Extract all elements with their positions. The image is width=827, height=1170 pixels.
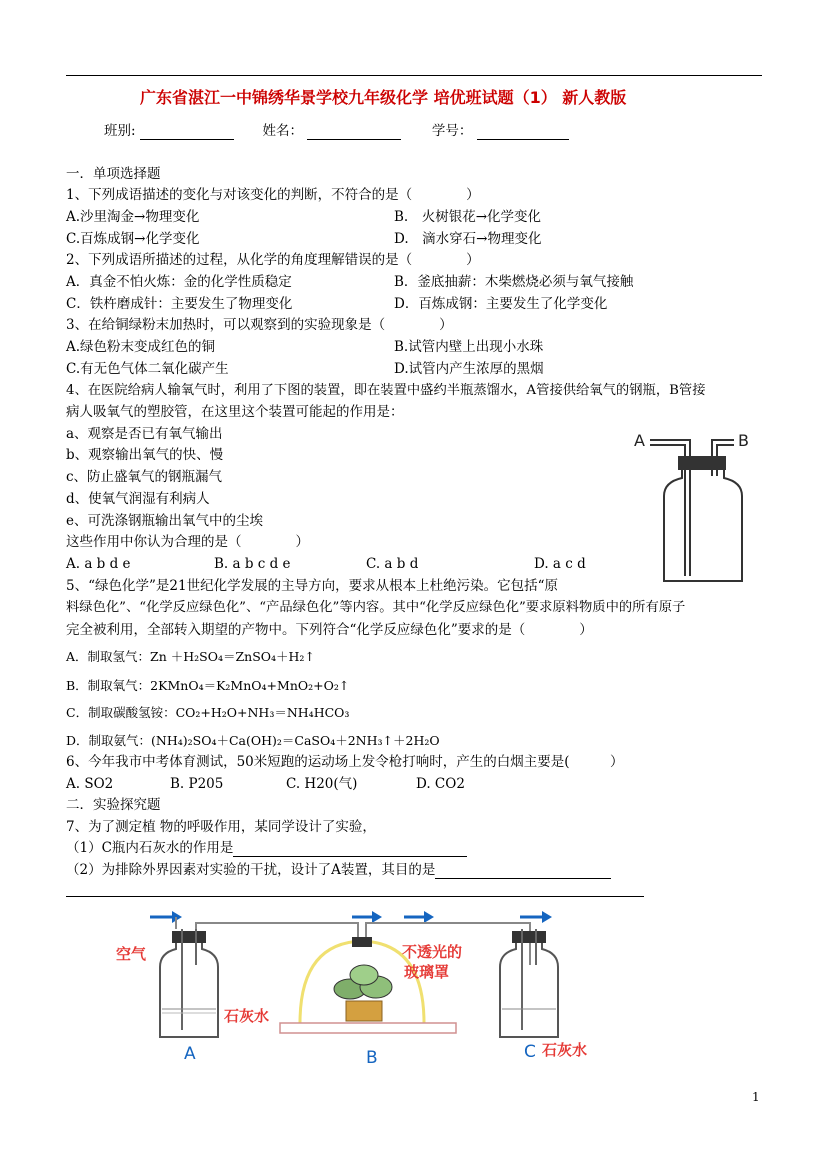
q7-part1 (66, 839, 467, 857)
q3-option-b: B.试管内壁上出现小水珠 (394, 339, 544, 355)
q1-option-c: C.百炼成钢→化学变化 (66, 231, 200, 247)
q4-figure-label-a: A (634, 431, 645, 450)
figure-label-c: C (524, 1042, 536, 1062)
q3-option-a: A.绿色粉末变成红色的铜 (66, 339, 216, 355)
q4-item-c: c、防止盛氧气的钢瓶漏气 (66, 469, 223, 485)
q5-stem-line2: 料绿色化”、“化学反应绿色化”、“产品绿色化”等内容。其中“化学反应绿色化”要求原料物质中的所有原子 (66, 600, 686, 615)
q2-option-c: C．铁杵磨成针：主要发生了物理变化 (66, 296, 293, 312)
q4-stem-line1: 4、在医院给病人输氧气时，利用了下图的装置，即在装置中盛约半瓶蒸馏水，A管接供给氧气的钢瓶，B管接 (66, 383, 706, 398)
q6-option-d: D. CO2 (416, 776, 465, 792)
q1-stem: 1、下列成语描述的变化与对该变化的判断，不符合的是（ ） (66, 187, 480, 203)
page-title: 广东省湛江一中锦绣华景学校九年级化学 培优班试题（1） 新人教版 (140, 88, 627, 107)
q1-option-b: B. 火树银花→化学变化 (394, 209, 542, 225)
q4-item-b: b、观察输出氧气的快、慢 (66, 447, 224, 463)
lime-water-left-label: 石灰水 (224, 1007, 270, 1025)
q7-part2-answer-field[interactable] (435, 864, 611, 879)
air-label: 空气 (116, 945, 147, 963)
q4-option-b: B. a b c d e (214, 556, 291, 572)
experiment-figure (110, 905, 590, 1070)
q4-item-e: e、可洗涤钢瓶输出氧气中的尘埃 (66, 513, 263, 529)
opaque-label-2: 玻璃罩 (404, 963, 450, 981)
q4-ask: 这些作用中你认为合理的是（ ） (66, 534, 309, 550)
q2-option-b: B．釜底抽薪：木柴燃烧必须与氧气接触 (394, 274, 634, 290)
figure-label-b: B (366, 1048, 378, 1068)
q4-bottle-figure (628, 426, 768, 586)
q5-option-d: D．制取氨气：(NH₄)₂SO₄＋Ca(OH)₂＝CaSO₄＋2NH₃↑＋2H₂O (66, 733, 440, 748)
lime-water-right-label: 石灰水 (542, 1041, 588, 1059)
q4-item-a: a、观察是否已有氧气输出 (66, 426, 223, 442)
bottle-a (160, 929, 218, 1037)
q2-stem: 2、下列成语所描述的过程，从化学的角度理解错误的是（ ） (66, 252, 480, 268)
opaque-label-1: 不透光的 (402, 943, 463, 961)
q7-part2 (66, 861, 611, 879)
class-label: 班别: (104, 123, 136, 139)
q5-option-c: C．制取碳酸氢铵：CO₂+H₂O+NH₃＝NH₄HCO₃ (66, 705, 350, 720)
q1-option-a: A.沙里淘金→物理变化 (66, 209, 200, 225)
q4-figure-label-b: B (738, 431, 749, 450)
q7-part1-text: （1）C瓶内石灰水的作用是 (66, 840, 234, 856)
q4-option-a: A. a b d e (66, 556, 131, 572)
class-field[interactable] (140, 125, 234, 140)
student-info-row (104, 122, 569, 140)
q4-option-d: D. a c d (534, 556, 586, 572)
q2-option-d: D．百炼成钢：主要发生了化学变化 (394, 296, 608, 312)
q3-option-c: C.有无色气体二氧化碳产生 (66, 361, 229, 377)
q6-option-a: A. SO2 (66, 776, 114, 792)
q5-option-a: A．制取氢气：Zn ＋H₂SO₄＝ZnSO₄＋H₂↑ (66, 649, 315, 664)
id-label: 学号： (431, 123, 473, 139)
top-rule (66, 75, 762, 76)
q3-option-d: D.试管内产生浓厚的黑烟 (394, 361, 544, 377)
id-field[interactable] (477, 125, 569, 140)
q2-option-a: A．真金不怕火炼：金的化学性质稳定 (66, 274, 292, 290)
q6-option-c: C. H20(气) (286, 776, 358, 792)
q5-option-b: B．制取氧气：2KMnO₄＝K₂MnO₄+MnO₂+O₂↑ (66, 678, 350, 693)
q3-stem: 3、在给铜绿粉末加热时，可以观察到的实验现象是（ ） (66, 317, 453, 333)
q6-option-b: B. P205 (170, 776, 224, 792)
q5-stem-line3: 完全被利用，全部转入期望的产物中。下列符合“化学反应绿色化”要求的是（ ） (66, 622, 593, 638)
name-label: 姓名： (262, 123, 303, 139)
q6-stem: 6、今年我市中考体育测试，50米短跑的运动场上发令枪打响时，产生的白烟主要是( ） (66, 754, 624, 770)
q5-stem-line1: 5、“绿色化学”是21世纪化学发展的主导方向，要求从根本上杜绝污染。它包括“原 (66, 578, 558, 594)
q7-stem: 7、为了测定植 物的呼吸作用，某同学设计了实验， (66, 819, 376, 835)
q7-part1-answer-field[interactable] (233, 842, 467, 857)
q7-answer-line (66, 896, 644, 897)
q4-option-c: C. a b d (366, 556, 419, 572)
figure-label-a: A (184, 1044, 196, 1064)
q4-stem-line2: 病人吸氧气的塑胶管，在这里这个装置可能起的作用是： (66, 404, 404, 420)
air-flow-arrows (150, 911, 552, 923)
page-number: 1 (752, 1090, 760, 1104)
name-field[interactable] (307, 125, 401, 140)
q7-part2-text: （2）为排除外界因素对实验的干扰，设计了A装置，其目的是 (66, 862, 436, 878)
section2-heading: 二．实验探究题 (66, 797, 161, 813)
q4-item-d: d、使氧气润湿有利病人 (66, 491, 210, 507)
q1-option-d: D. 滴水穿石→物理变化 (394, 231, 542, 247)
section1-heading: 一．单项选择题 (66, 166, 161, 182)
